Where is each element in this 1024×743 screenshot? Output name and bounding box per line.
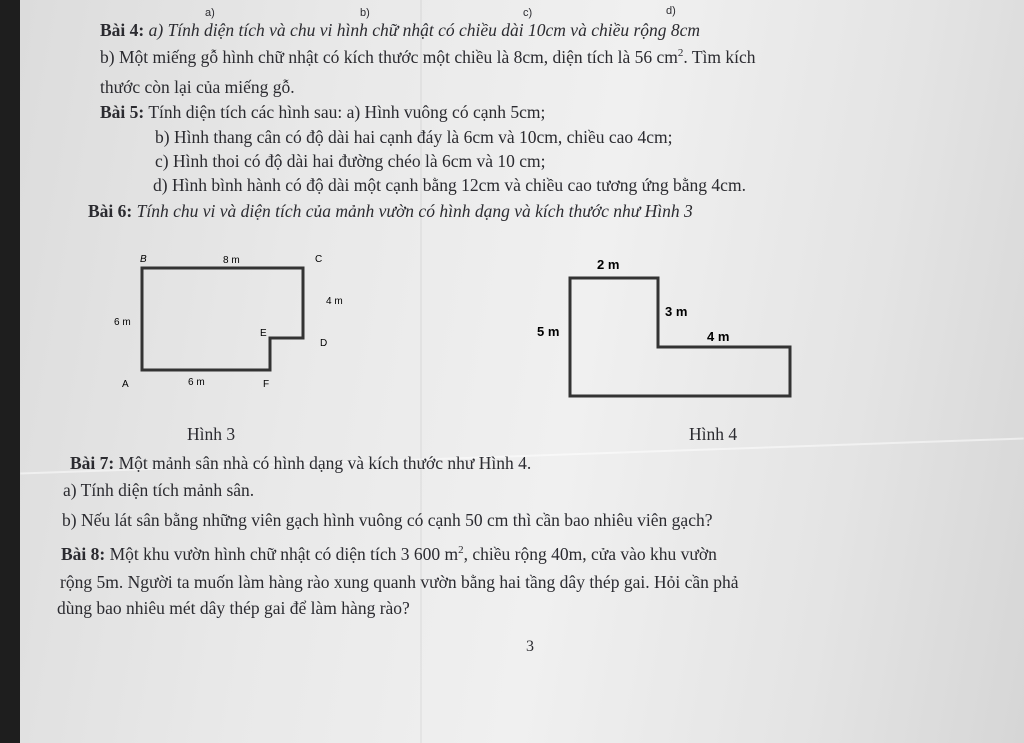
option-d-label: d) — [666, 5, 676, 17]
bai4-part-b-end: . Tìm kích — [683, 46, 756, 67]
bai8-text-part2: , chiều rộng 40m, cửa vào khu vườn — [463, 543, 717, 564]
bai8-text-part1: Một khu vườn hình chữ nhật có diện tích 3 600 m — [109, 543, 459, 564]
hinh4-caption: Hình 4 — [689, 424, 738, 444]
hinh3-vertex-a: A — [122, 379, 129, 390]
bai8-line1 — [61, 540, 717, 564]
bai5-part-c: c) Hình thoi có độ dài hai đường chéo là 6cm và 10 cm; — [155, 151, 546, 171]
bai6-text: Tính chu vi và diện tích của mảnh vườn có hình dạng và kích thước như Hình 3 — [136, 201, 693, 221]
hinh3-top-length: 8 m — [223, 255, 240, 266]
bai5-part-b: b) Hình thang cân có độ dài hai cạnh đáy là 6cm và 10cm, chiều cao 4cm; — [155, 127, 673, 147]
bai4-part-b: b) Một miếng gỗ hình chữ nhật có kích thước một chiều là 8cm, diện tích là 56 cm — [100, 46, 678, 67]
hinh3-vertex-e: E — [260, 328, 267, 339]
bai4-label: Bài 4: — [100, 20, 145, 40]
hinh3-right-length: 4 m — [326, 296, 343, 307]
bai8-label: Bài 8: — [61, 543, 106, 564]
bai7-text: Một mảnh sân nhà có hình dạng và kích thước như Hình 4. — [118, 453, 532, 473]
hinh3-shape — [142, 268, 303, 370]
bai8-line2: rộng 5m. Người ta muốn làm hàng rào xung quanh vườn bằng hai tầng dây thép gai. Hỏi cần phả — [60, 572, 739, 592]
bai5-part-a: Tính diện tích các hình sau: a) Hình vuông có cạnh 5cm; — [148, 102, 546, 122]
bai4-line3: thước còn lại của miếng gỗ. — [100, 77, 295, 97]
hinh4-shape — [570, 278, 790, 396]
option-a-label: a) — [205, 7, 215, 19]
hinh4-top-length: 2 m — [597, 257, 620, 272]
hinh3-vertex-d: D — [320, 338, 328, 349]
bai4-part-a: a) Tính diện tích và chu vi hình chữ nhật có chiều dài 10cm và chiều rộng 8cm — [148, 20, 701, 40]
bai8-superscript: 2 — [458, 544, 464, 556]
hinh3-vertex-c: C — [315, 254, 323, 265]
bai6-label: Bài 6: — [88, 201, 133, 221]
hinh3-bottom-length: 6 m — [188, 377, 205, 388]
hinh4-inner-vertical-length: 3 m — [665, 304, 688, 319]
bai7-part-a: a) Tính diện tích mảnh sân. — [63, 480, 255, 500]
hinh3-left-length: 6 m — [114, 317, 131, 328]
hinh4-left-length: 5 m — [537, 324, 560, 339]
option-c-label: c) — [523, 7, 533, 19]
bai7-label: Bài 7: — [70, 453, 115, 473]
bai5-part-d: d) Hình bình hành có độ dài một cạnh bằng 12cm và chiều cao tương ứng bằng 4cm. — [153, 175, 746, 195]
option-b-label: b) — [360, 7, 370, 19]
bai7-line1 — [70, 453, 531, 473]
figures-svg — [20, 0, 1024, 743]
bai8-line3: dùng bao nhiêu mét dây thép gai để làm hàng rào? — [57, 598, 410, 618]
hinh4-inner-horizontal-length: 4 m — [707, 329, 730, 344]
bai5-label: Bài 5: — [100, 102, 145, 122]
hinh3-caption: Hình 3 — [187, 424, 236, 444]
worksheet-page — [20, 0, 1024, 743]
bai4-superscript: 2 — [677, 47, 684, 59]
hinh3-vertex-b: B — [140, 254, 147, 265]
bai7-part-b: b) Nếu lát sân bằng những viên gạch hình vuông có cạnh 50 cm thì cần bao nhiêu viên gạch? — [62, 510, 713, 530]
hinh3-vertex-f: F — [263, 379, 270, 390]
page-number: 3 — [526, 638, 534, 655]
